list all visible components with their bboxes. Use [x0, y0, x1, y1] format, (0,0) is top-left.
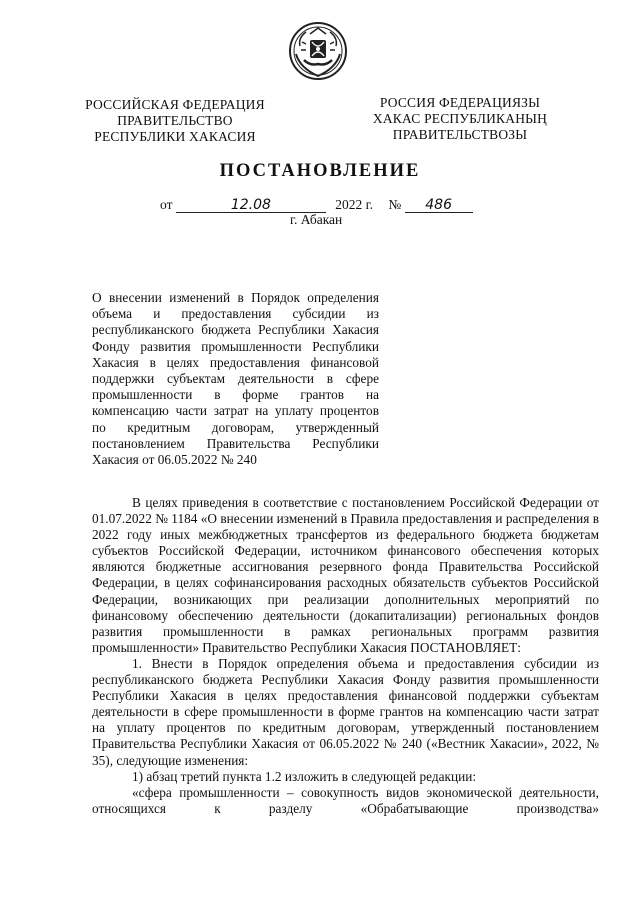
- khakassia-coat-of-arms-icon: [286, 20, 350, 82]
- header-left: [75, 97, 275, 145]
- body-paragraph: 1) абзац третий пункта 1.2 изложить в следующей редакции:: [132, 768, 477, 784]
- date-prefix: от: [160, 197, 173, 212]
- body-paragraph: В целях приведения в соответствие с постановлением Российской Федерации от 01.07.2022 № 1184 «О внесении изменений в Правила предоставления и распределения в 2022 году иных межбюджетных трансфертов из федерального бюджета бюджетам субъектов Российской Федерации, источником финансового обеспечения которых являются бюджетные ассигнования резервного фонда Правительства Российской Федерации, в целях софинансирования расходных обязательств субъектов Российской Федерации, возникающих при реализации дополнительных мероприятий по финансовому обеспечению деятельности (докапитализации) региональных фондов развития промышленности в рамках региональных программ развития промышленности» Правительство Республики Хакасия ПОСТАНОВЛЯЕТ:: [92, 495, 599, 655]
- header-right-line: РОССИЯ ФЕДЕРАЦИЯЗЫ: [379, 95, 541, 110]
- header-left-line: РЕСПУБЛИКИ ХАКАСИЯ: [94, 129, 256, 144]
- header-right: [360, 95, 560, 143]
- coat-of-arms-emblem: [286, 20, 350, 82]
- city-label: г. Абакан: [290, 212, 343, 227]
- document-subject: О внесении изменений в Порядок определения объема и предоставления субсидии из республиканского бюджета Республики Хакасия Фонду развития промышленности Республики Хакасия в целях предоставления финансовой поддержки субъектам деятельности в сфере промышленности в форме грантов на компенсацию части затрат на уплату процентов по кредитным договорам, утвержденный постановлением Правительства Республики Хакасия от 06.05.2022 № 240: [92, 290, 379, 468]
- date-year: 2022 г.: [335, 197, 373, 212]
- date-line: [160, 197, 473, 213]
- body-paragraph: 1. Внести в Порядок определения объема и предоставления субсидии из республиканского бюджета Республики Хакасия Фонду развития промышленности Республики Хакасия в целях предоставления финансовой поддержки субъектам деятельности в сфере промышленности в форме грантов на компенсацию части затрат на уплату процентов по кредитным договорам, утвержденный постановлением Правительства Республики Хакасия от 06.05.2022 № 240 («Вестник Хакасии», 2022, № 35), следующие изменения:: [92, 655, 599, 768]
- header-right-line: ХАКАС РЕСПУБЛИКАНЫҢ: [372, 111, 548, 126]
- number-sign: №: [388, 197, 402, 212]
- document-number: 486: [405, 199, 473, 213]
- document-body: [92, 495, 599, 817]
- header-left-line: РОССИЙСКАЯ ФЕДЕРАЦИЯ: [85, 97, 265, 112]
- header-right-line: ПРАВИТЕЛЬСТВОЗЫ: [392, 127, 528, 142]
- body-paragraph: «сфера промышленности – совокупность видов экономической деятельности, относящихся к разделу «Обрабатывающие производства»: [92, 784, 599, 816]
- date-value: 12.08: [176, 199, 326, 213]
- document-title: ПОСТАНОВЛЕНИЕ: [219, 161, 421, 181]
- header-left-line: ПРАВИТЕЛЬСТВО: [117, 113, 233, 128]
